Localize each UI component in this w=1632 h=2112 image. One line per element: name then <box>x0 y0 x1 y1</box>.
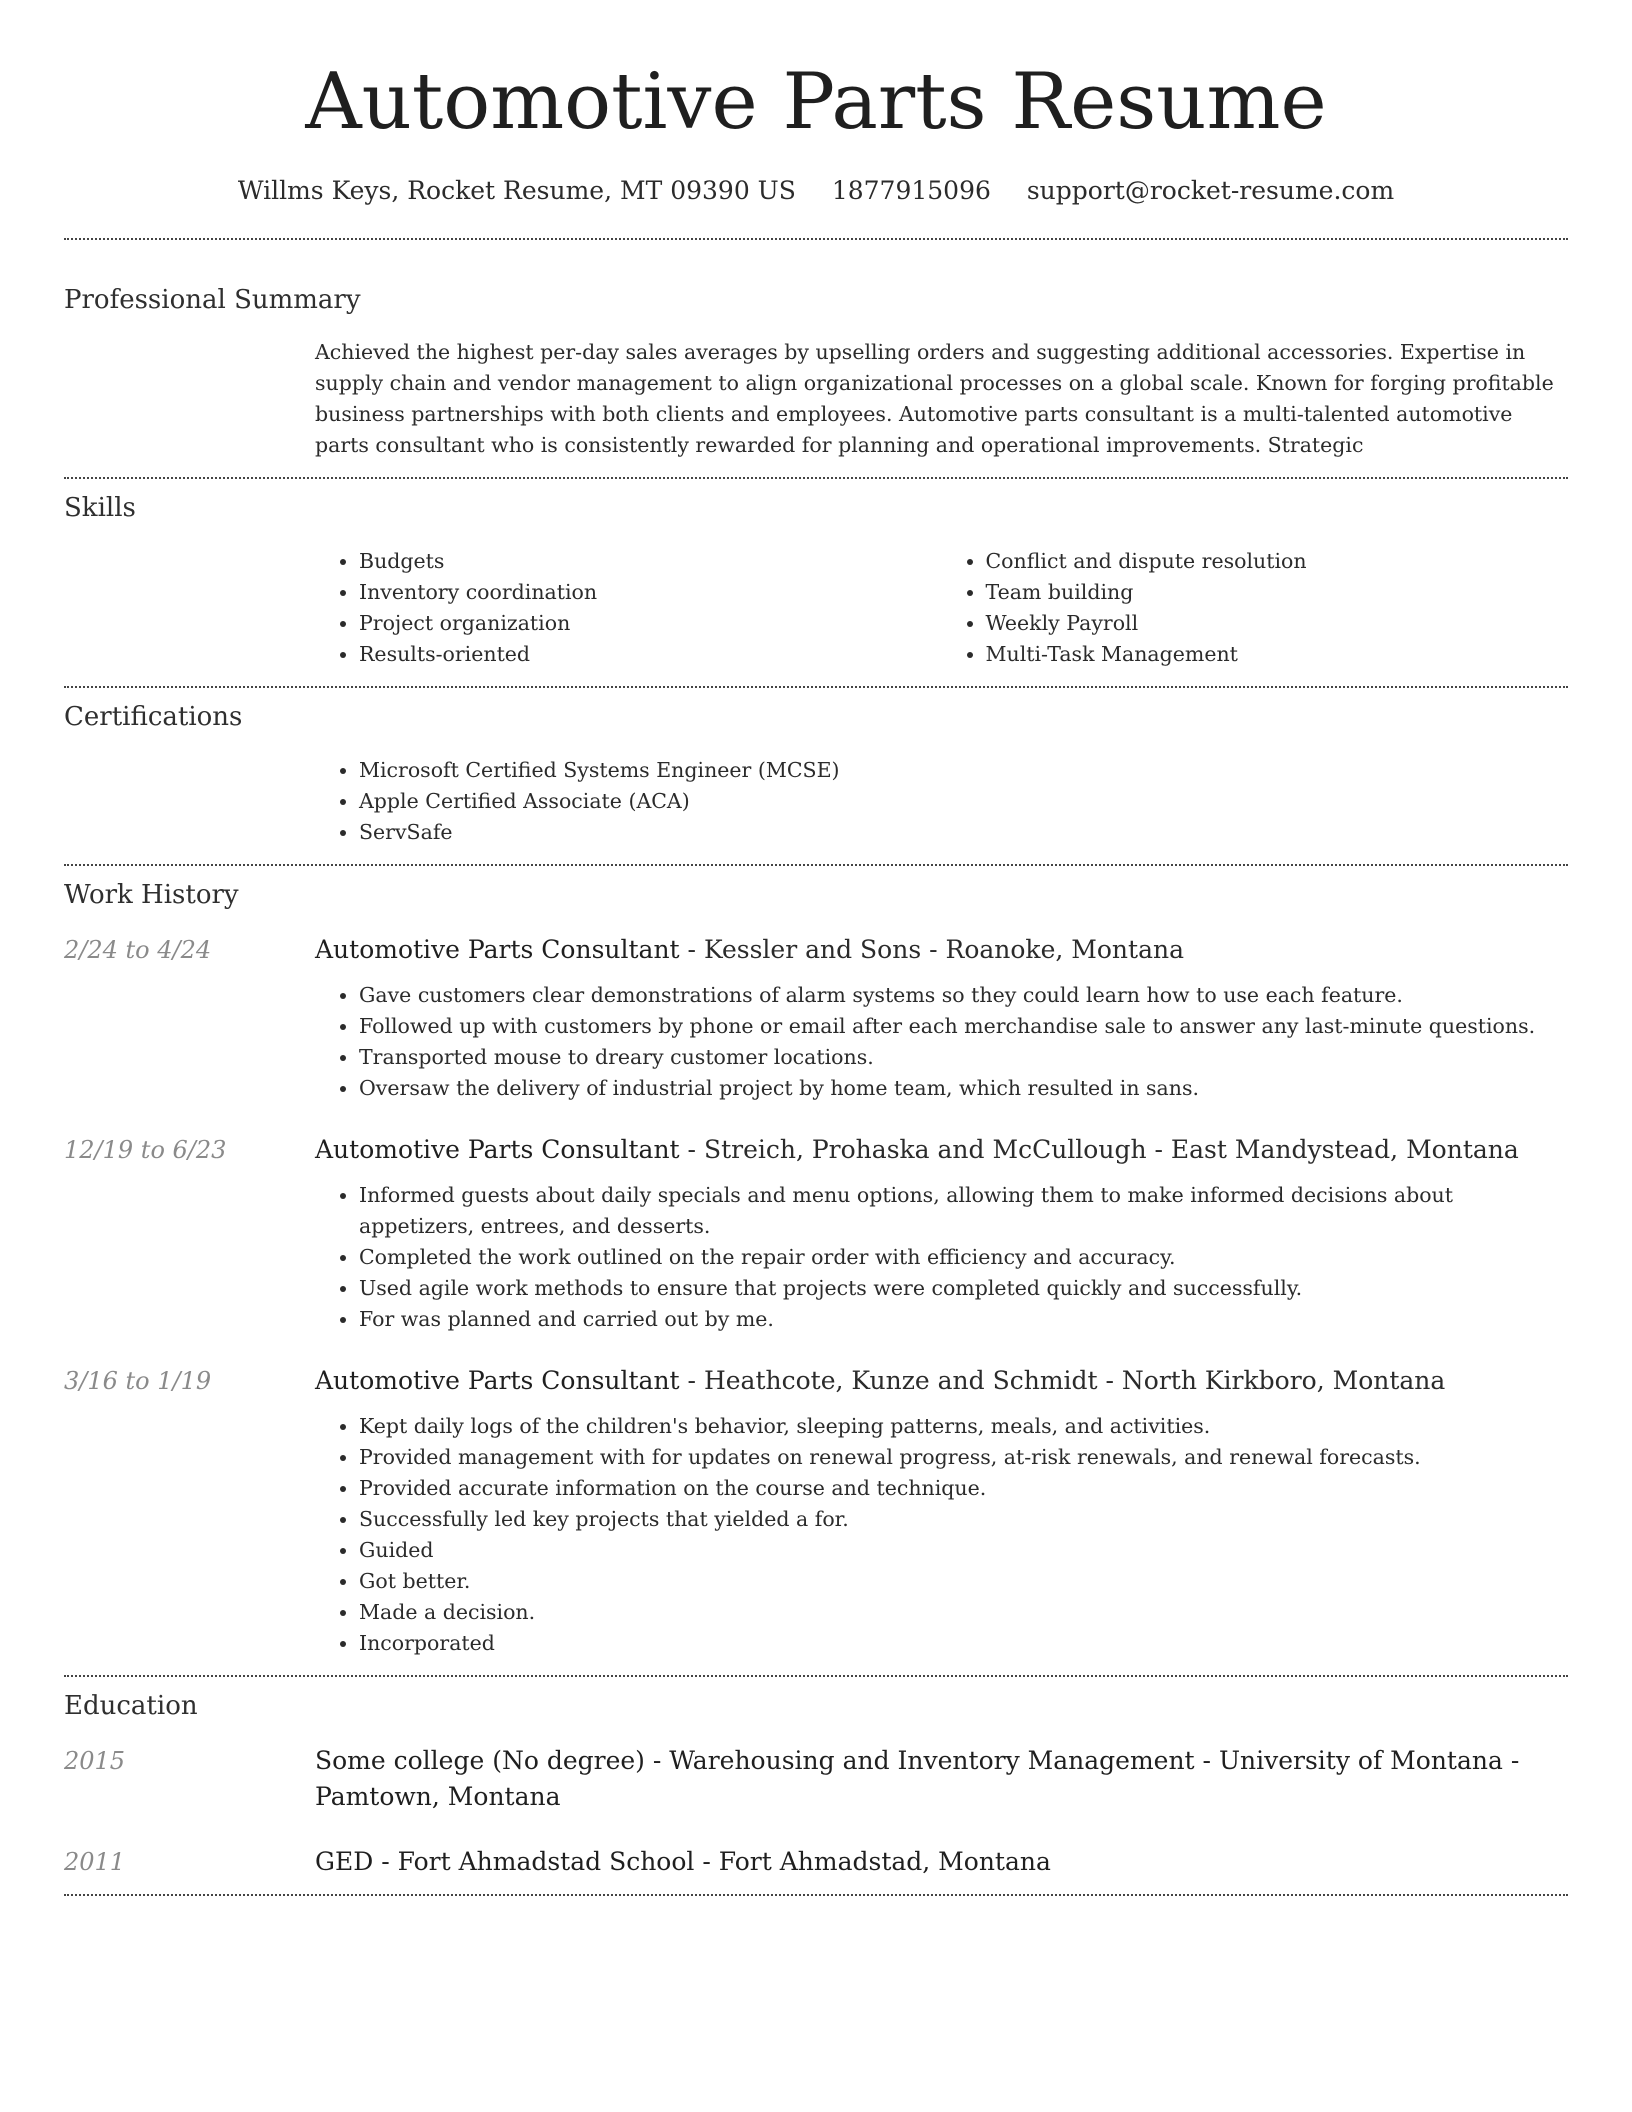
contact-line <box>64 174 1568 208</box>
job-bullets <box>315 1411 1568 1659</box>
job-dates: 12/19 to 6/23 <box>64 1136 227 1164</box>
certifications-section <box>64 688 1568 864</box>
job-title-line <box>315 932 1184 968</box>
skills-list <box>315 546 1568 670</box>
job-employer: - Heathcote, Kunze and Schmidt - North Kirkboro, Montana <box>679 1366 1446 1395</box>
job-bullet: • For was planned and carried out by me. <box>359 1304 1568 1335</box>
skill-item: • Conflict and dispute resolution <box>986 546 1569 577</box>
job-entry <box>64 932 1568 1104</box>
certification-item: • Apple Certified Associate (ACA) <box>359 786 1568 817</box>
skills-heading: Skills <box>64 493 136 523</box>
job-bullet: • Gave customers clear demonstrations of alarm systems so they could learn how to use each feature. <box>359 980 1568 1011</box>
job-title: Automotive Parts Consultant <box>315 1366 680 1395</box>
job-bullets <box>315 980 1568 1104</box>
skill-item: • Budgets <box>359 546 942 577</box>
job-bullet: • Informed guests about daily specials and menu options, allowing them to make informed decisions about appetizers, entrees, and desserts. <box>359 1180 1568 1242</box>
job-title-line <box>315 1132 1519 1168</box>
work-heading: Work History <box>64 880 239 910</box>
skill-item: • Team building <box>986 577 1569 608</box>
job-bullet: • Kept daily logs of the children's behavior, sleeping patterns, meals, and activities. <box>359 1411 1568 1442</box>
job-bullet: • Provided accurate information on the course and technique. <box>359 1473 1568 1504</box>
summary-text: Achieved the highest per-day sales averages by upselling orders and suggesting additional accessories. Expertise in supply chain and vendor management to align organizational processes on a global scale. Known for forging profitable business partnerships with both clients and employees. Automotive parts consultant is a multi-talented automotive parts consultant who is consistently rewarded for planning and operational improvements. Strategic <box>315 340 1554 457</box>
certifications-heading: Certifications <box>64 702 243 732</box>
certification-item: • Microsoft Certified Systems Engineer (MCSE) <box>359 755 1568 786</box>
education-heading: Education <box>64 1691 198 1721</box>
job-bullet: • Followed up with customers by phone or email after each merchandise sale to answer any last-minute questions. <box>359 1011 1568 1042</box>
skills-column-2 <box>942 546 1569 670</box>
education-year: 2011 <box>64 1848 126 1876</box>
contact-address: Willms Keys, Rocket Resume, MT 09390 US <box>237 176 796 205</box>
job-bullet: • Made a decision. <box>359 1597 1568 1628</box>
job-entry <box>64 1132 1568 1335</box>
skills-section <box>64 479 1568 686</box>
resume-title: Automotive Parts Resume <box>305 57 1327 147</box>
job-title-line <box>315 1363 1445 1399</box>
job-bullet: • Transported mouse to dreary customer locations. <box>359 1042 1568 1073</box>
skill-item: • Project organization <box>359 608 942 639</box>
certifications-list <box>315 755 1568 848</box>
education-detail: Some college (No degree) - Warehousing and Inventory Management - University of Montana - Pamtown, Montana <box>315 1746 1520 1811</box>
job-entry <box>64 1363 1568 1659</box>
job-bullet: • Successfully led key projects that yielded a for. <box>359 1504 1568 1535</box>
job-bullet: • Completed the work outlined on the repair order with efficiency and accuracy. <box>359 1242 1568 1273</box>
job-bullet: • Guided <box>359 1535 1568 1566</box>
education-detail: GED - Fort Ahmadstad School - Fort Ahmadstad, Montana <box>315 1847 1051 1876</box>
summary-section <box>64 240 1568 477</box>
skills-column-1 <box>315 546 942 670</box>
education-entry <box>64 1743 1568 1815</box>
resume-header <box>64 0 1568 208</box>
job-bullet: • Used agile work methods to ensure that projects were completed quickly and successfully. <box>359 1273 1568 1304</box>
job-dates: 3/16 to 1/19 <box>64 1367 212 1395</box>
job-title: Automotive Parts Consultant <box>315 935 680 964</box>
skill-item: • Weekly Payroll <box>986 608 1569 639</box>
education-section <box>64 1677 1568 1894</box>
skill-item: • Multi-Task Management <box>986 639 1569 670</box>
job-bullet: • Got better. <box>359 1566 1568 1597</box>
skill-item: • Inventory coordination <box>359 577 942 608</box>
education-year: 2015 <box>64 1747 126 1775</box>
job-bullets <box>315 1180 1568 1335</box>
divider <box>64 1894 1568 1896</box>
job-bullet: • Provided management with for updates on renewal progress, at-risk renewals, and renewal forecasts. <box>359 1442 1568 1473</box>
work-section <box>64 866 1568 1675</box>
contact-phone: 1877915096 <box>831 176 991 205</box>
job-dates: 2/24 to 4/24 <box>64 936 212 964</box>
job-bullet: • Incorporated <box>359 1628 1568 1659</box>
contact-email: support@rocket-resume.com <box>1026 176 1395 205</box>
skill-item: • Results-oriented <box>359 639 942 670</box>
summary-heading: Professional Summary <box>64 285 361 315</box>
job-employer: - Kessler and Sons - Roanoke, Montana <box>679 935 1184 964</box>
education-entry <box>64 1844 1568 1880</box>
certification-item: • ServSafe <box>359 817 1568 848</box>
job-bullet: • Oversaw the delivery of industrial project by home team, which resulted in sans. <box>359 1073 1568 1104</box>
job-title: Automotive Parts Consultant <box>315 1135 680 1164</box>
job-employer: - Streich, Prohaska and McCullough - East Mandystead, Montana <box>679 1135 1519 1164</box>
